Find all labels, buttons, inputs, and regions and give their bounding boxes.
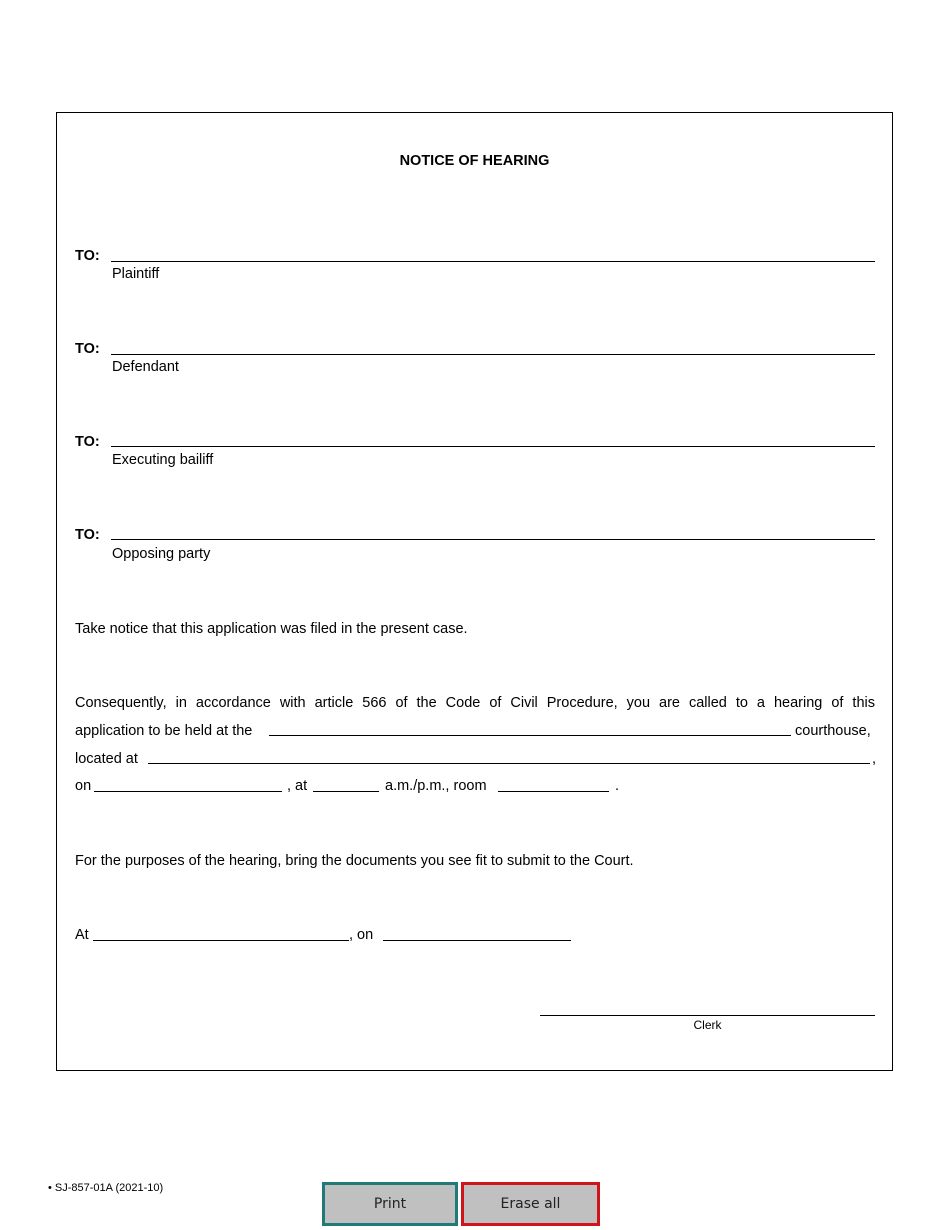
- erase-all-button[interactable]: Erase all: [461, 1182, 600, 1226]
- courthouse-label: courthouse,: [795, 723, 871, 739]
- clerk-caption: Clerk: [693, 1018, 722, 1032]
- held-at-label: application to be held at the: [75, 723, 253, 739]
- opposing-caption: Opposing party: [112, 546, 211, 562]
- signed-at-label: At: [75, 927, 89, 943]
- clerk-signature-line[interactable]: [540, 1015, 875, 1016]
- courthouse-field[interactable]: [269, 735, 791, 736]
- to-label-plaintiff: TO:: [75, 248, 100, 264]
- notice-form: [56, 112, 893, 1071]
- opposing-party-field[interactable]: [111, 539, 875, 540]
- documents-text: For the purposes of the hearing, bring the documents you see fit to submit to the Court.: [75, 853, 634, 869]
- print-button[interactable]: Print: [322, 1182, 458, 1226]
- hearing-time-field[interactable]: [313, 791, 379, 792]
- form-code: • SJ-857-01A (2021-10): [48, 1182, 164, 1194]
- plaintiff-caption: Plaintiff: [112, 266, 160, 282]
- defendant-caption: Defendant: [112, 359, 179, 375]
- defendant-field[interactable]: [111, 354, 875, 355]
- bailiff-caption: Executing bailiff: [112, 452, 214, 468]
- room-field[interactable]: [498, 791, 609, 792]
- to-label-defendant: TO:: [75, 341, 100, 357]
- signed-place-field[interactable]: [93, 940, 349, 941]
- located-at-label: located at: [75, 751, 138, 767]
- to-label-bailiff: TO:: [75, 434, 100, 450]
- to-label-opposing: TO:: [75, 527, 100, 543]
- at-label: , at: [287, 778, 308, 794]
- ampm-room-label: a.m./p.m., room: [385, 778, 487, 794]
- on-label: on: [75, 778, 92, 794]
- signed-on-label: , on: [349, 927, 374, 943]
- plaintiff-field[interactable]: [111, 261, 875, 262]
- bailiff-field[interactable]: [111, 446, 875, 447]
- location-field[interactable]: [148, 763, 870, 764]
- hearing-date-field[interactable]: [94, 791, 282, 792]
- consequently-line-1: Consequently, in accordance with article 566 of the Code of Civil Procedure, you are called to a hearing of this: [75, 695, 875, 711]
- signed-date-field[interactable]: [383, 940, 571, 941]
- form-title: NOTICE OF HEARING: [399, 153, 550, 169]
- notice-text: Take notice that this application was filed in the present case.: [75, 621, 468, 637]
- room-period: .: [615, 778, 620, 794]
- location-comma: ,: [872, 751, 877, 767]
